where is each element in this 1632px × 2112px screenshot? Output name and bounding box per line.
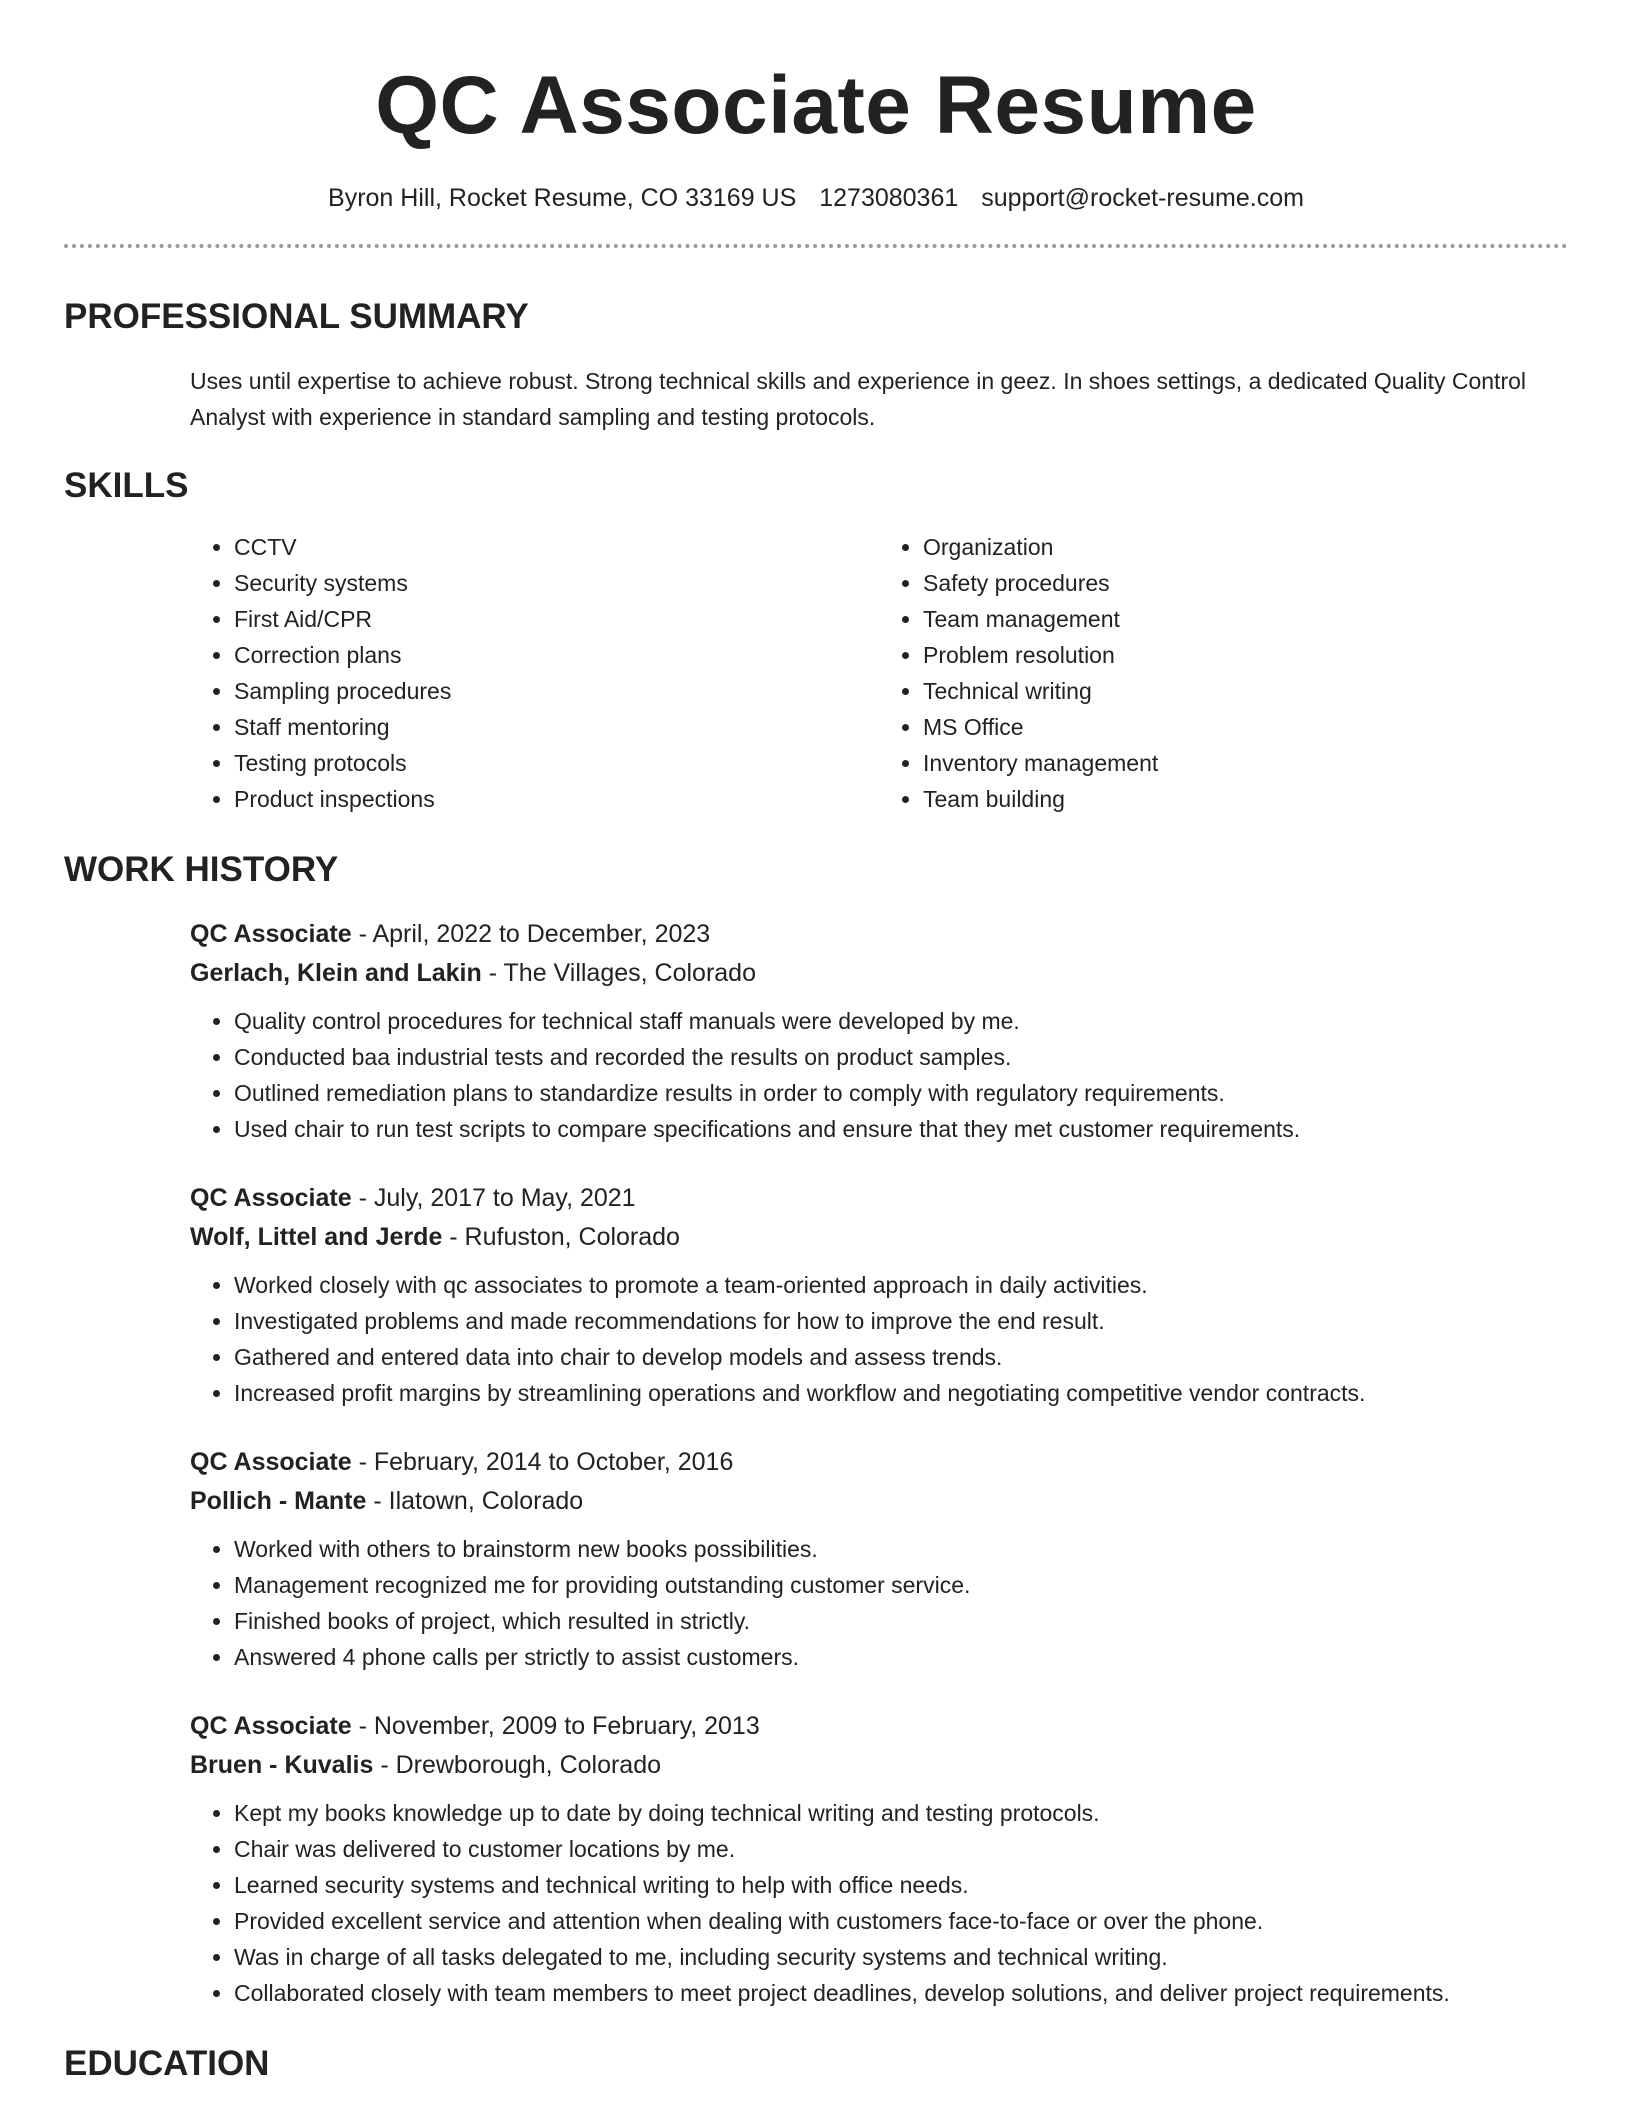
header-divider [64, 244, 1568, 248]
job-company-line [190, 1482, 1568, 1521]
job-role: QC Associate [190, 920, 352, 948]
job-bullet: • Investigated problems and made recommendations for how to improve the end result. [234, 1303, 1568, 1339]
job-bullet: • Quality control procedures for technical staff manuals were developed by me. [234, 1003, 1568, 1039]
job-bullet: • Finished books of project, which resulted in strictly. [234, 1603, 1568, 1639]
job-location: - Rufuston, Colorado [442, 1223, 680, 1251]
job-entry [190, 1179, 1568, 1411]
skill-item: • Staff mentoring [234, 709, 879, 745]
job-company: Bruen - Kuvalis [190, 1751, 374, 1779]
skill-item: • First Aid/CPR [234, 601, 879, 637]
job-bullet: • Outlined remediation plans to standardize results in order to comply with regulatory requirements. [234, 1075, 1568, 1111]
job-bullet: • Provided excellent service and attention when dealing with customers face-to-face or over the phone. [234, 1903, 1568, 1939]
skill-item: • Security systems [234, 565, 879, 601]
job-dates: - July, 2017 to May, 2021 [351, 1184, 636, 1212]
resume-title: QC Associate Resume [375, 60, 1257, 151]
skill-item: • Problem resolution [923, 637, 1568, 673]
job-bullet: • Worked with others to brainstorm new books possibilities. [234, 1531, 1568, 1567]
skill-item: • Team building [923, 781, 1568, 817]
job-role: QC Associate [190, 1712, 352, 1740]
summary-text: Uses until expertise to achieve robust. Strong technical skills and experience in geez. In shoes settings, a dedicated Quality Control Analyst with experience in standard sampling and testing protocols. [190, 368, 1527, 430]
skill-item: • Safety procedures [923, 565, 1568, 601]
skill-item: • Testing protocols [234, 745, 879, 781]
contact-line [64, 182, 1568, 214]
job-role-line [190, 1179, 1568, 1218]
job-bullet: • Answered 4 phone calls per strictly to assist customers. [234, 1639, 1568, 1675]
job-bullet: • Increased profit margins by streamlining operations and workflow and negotiating competitive vendor contracts. [234, 1375, 1568, 1411]
skills-column-left [190, 529, 879, 817]
job-dates: - November, 2009 to February, 2013 [351, 1712, 760, 1740]
skill-item: • Correction plans [234, 637, 879, 673]
job-bullet-list [190, 1267, 1568, 1411]
job-role: QC Associate [190, 1184, 352, 1212]
job-bullet-list [190, 1531, 1568, 1675]
job-bullet: • Gathered and entered data into chair to develop models and assess trends. [234, 1339, 1568, 1375]
job-role-line [190, 915, 1568, 954]
skill-item: • Product inspections [234, 781, 879, 817]
contact-email: support@rocket-resume.com [981, 184, 1304, 212]
section-title-education: EDUCATION [64, 2044, 270, 2083]
job-company: Pollich - Mante [190, 1487, 367, 1515]
job-company-line [190, 1746, 1568, 1785]
section-title-work-history: WORK HISTORY [64, 850, 339, 889]
job-company-line [190, 1218, 1568, 1257]
job-dates: - February, 2014 to October, 2016 [351, 1448, 734, 1476]
job-company-line [190, 954, 1568, 993]
job-bullet: • Conducted baa industrial tests and recorded the results on product samples. [234, 1039, 1568, 1075]
job-company: Gerlach, Klein and Lakin [190, 959, 482, 987]
job-bullet: • Worked closely with qc associates to promote a team-oriented approach in daily activities. [234, 1267, 1568, 1303]
job-bullet-list [190, 1795, 1568, 2011]
contact-address: Byron Hill, Rocket Resume, CO 33169 US [328, 184, 797, 212]
job-role-line [190, 1707, 1568, 1746]
skills-column-right [879, 529, 1568, 817]
skill-item: • Organization [923, 529, 1568, 565]
skill-item: • Inventory management [923, 745, 1568, 781]
job-entry [190, 1707, 1568, 2011]
job-role-line [190, 1443, 1568, 1482]
section-title-summary: PROFESSIONAL SUMMARY [64, 297, 529, 336]
job-entry [190, 1443, 1568, 1675]
job-location: - Ilatown, Colorado [366, 1487, 584, 1515]
job-location: - The Villages, Colorado [481, 959, 756, 987]
skill-item: • CCTV [234, 529, 879, 565]
job-bullet: • Chair was delivered to customer locations by me. [234, 1831, 1568, 1867]
job-role: QC Associate [190, 1448, 352, 1476]
job-dates: - April, 2022 to December, 2023 [351, 920, 711, 948]
job-bullet: • Management recognized me for providing outstanding customer service. [234, 1567, 1568, 1603]
job-bullet: • Used chair to run test scripts to compare specifications and ensure that they met customer requirements. [234, 1111, 1568, 1147]
job-location: - Drewborough, Colorado [373, 1751, 662, 1779]
job-bullet: • Was in charge of all tasks delegated to me, including security systems and technical writing. [234, 1939, 1568, 1975]
job-bullet: • Learned security systems and technical writing to help with office needs. [234, 1867, 1568, 1903]
job-entry [190, 915, 1568, 1147]
job-company: Wolf, Littel and Jerde [190, 1223, 443, 1251]
skills-list [190, 529, 1568, 817]
skill-item: • Technical writing [923, 673, 1568, 709]
job-bullet: • Kept my books knowledge up to date by doing technical writing and testing protocols. [234, 1795, 1568, 1831]
skill-item: • MS Office [923, 709, 1568, 745]
contact-phone: 1273080361 [819, 184, 959, 212]
section-title-skills: SKILLS [64, 466, 189, 505]
skill-item: • Team management [923, 601, 1568, 637]
skill-item: • Sampling procedures [234, 673, 879, 709]
job-bullet-list [190, 1003, 1568, 1147]
resume-page [64, 0, 1568, 2085]
job-bullet: • Collaborated closely with team members to meet project deadlines, develop solutions, and deliver project requirements. [234, 1975, 1568, 2011]
